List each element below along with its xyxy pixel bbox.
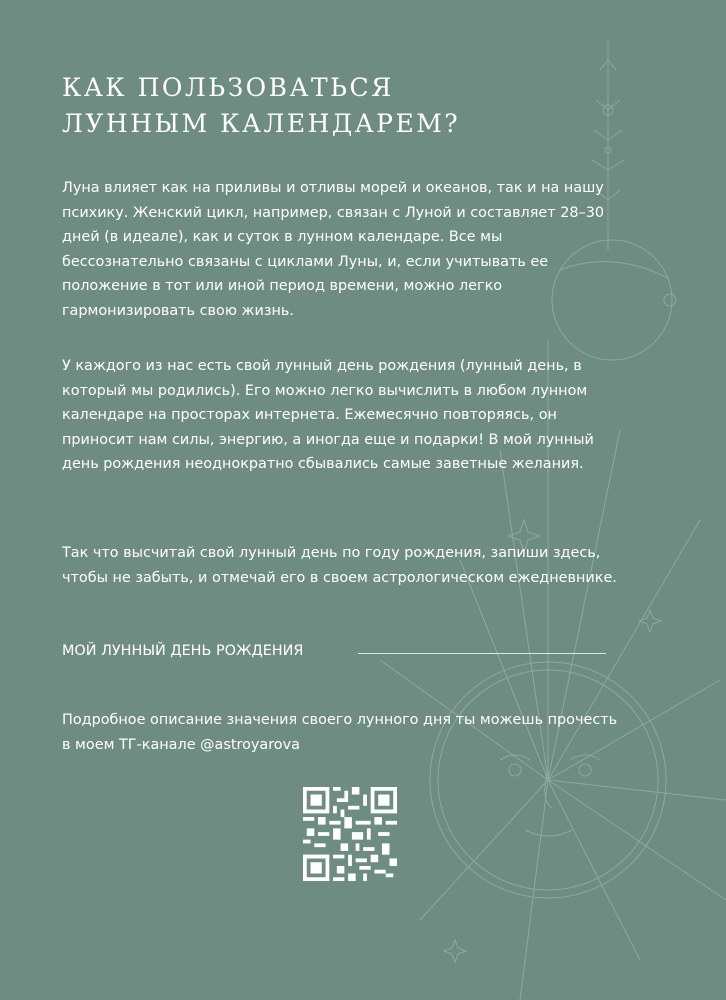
lunar-birthday-field	[62, 640, 622, 664]
paragraph-lunar-birthday: У каждого из нас есть свой лунный день рождения (лунный день, в который мы родились). Его можно легко вычислить в любом лунном календаре на просторах интернета. Ежемесячно повторяясь, он приносит нам силы, энергию, а иногда еще и подарки! В мой лунный день рождения неоднократно сбывались самые заветные желания.	[62, 358, 594, 472]
title-line-2: ЛУННЫМ КАЛЕНДАРЕМ?	[62, 109, 461, 138]
lunar-birthday-write-line[interactable]	[358, 653, 606, 654]
qr-code-icon[interactable]	[303, 787, 397, 881]
paragraph-moon-influence: Луна влияет как на приливы и отливы морей и океанов, так и на нашу психику. Женский цикл, например, связан с Луной и составляет 28–30 дней (в идеале), как и суток в лунном календаре. Все мы бессознательно связаны с циклами Луны, и, если учитывать ее положение в тот или иной период времени, можно легко гармонизировать свою жизнь.	[62, 180, 605, 319]
paragraph-calculate-instruction: Так что высчитай свой лунный день по году рождения, запиши здесь, чтобы не забыть, и отмечай его в своем астрологическом ежедневнике.	[62, 545, 617, 586]
paragraph-telegram-channel: Подробное описание значения своего лунного дня ты можешь прочесть в моем ТГ-канале @astroyarova	[62, 712, 618, 753]
title-line-1: КАК ПОЛЬЗОВАТЬСЯ	[62, 73, 394, 102]
lunar-birthday-label: МОЙ ЛУННЫЙ ДЕНЬ РОЖДЕНИЯ	[62, 643, 304, 659]
page-title	[62, 70, 622, 142]
